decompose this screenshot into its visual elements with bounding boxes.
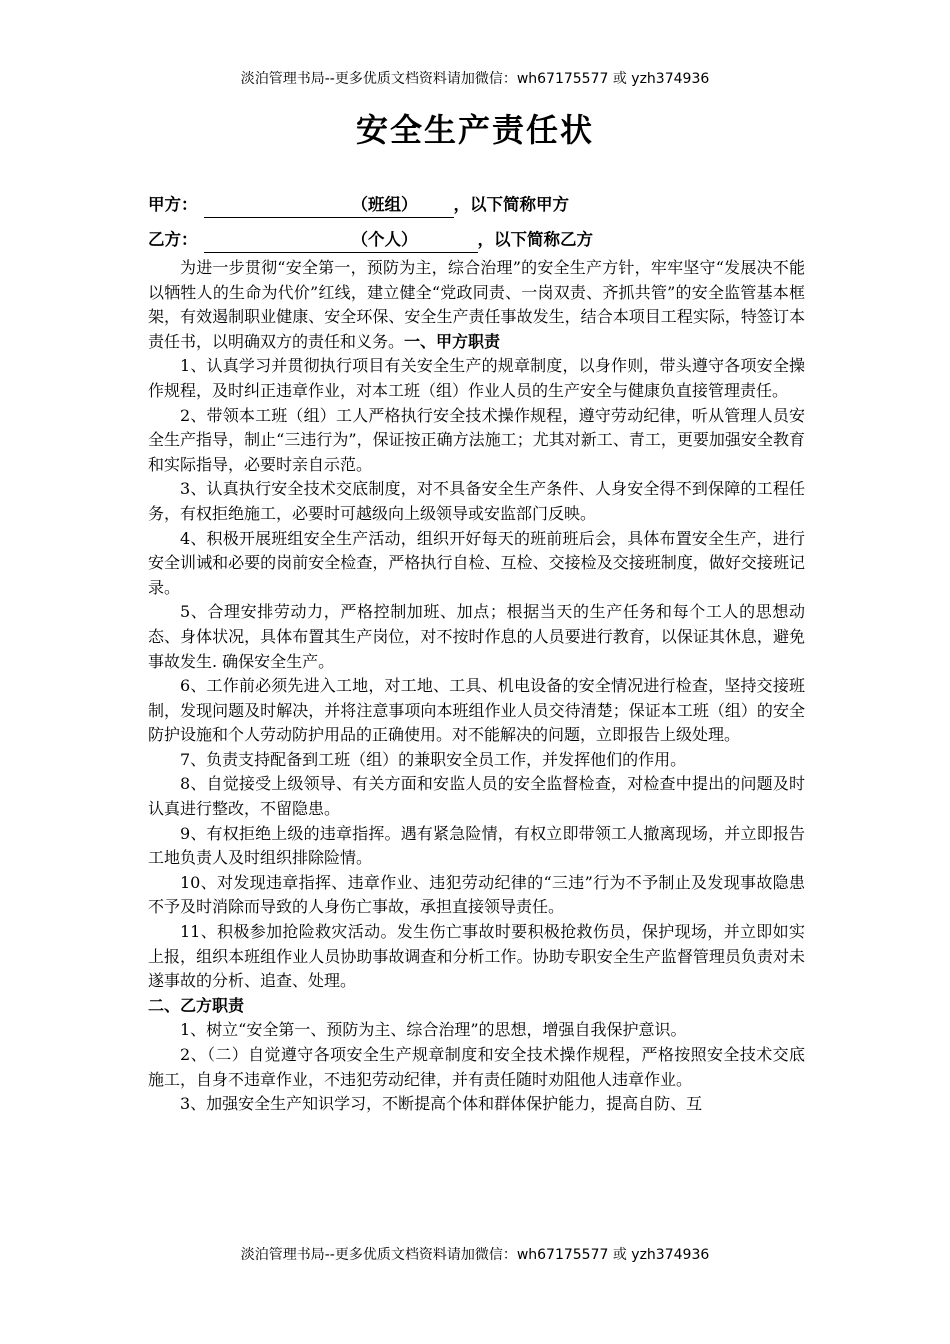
party-a-label: 甲方： bbox=[148, 195, 198, 214]
section-1-item: 6、工作前必须先进入工地，对工地、工具、机电设备的安全情况进行检查，坚持交接班制，发现问题及时解决，并将注意事项向本班组作业人员交待清楚；保证本工班（组）的安全防护设施和个人劳动防护用品的正确使用。对不能解决的问题，立即报告上级处理。 bbox=[148, 676, 805, 745]
section-1-item: 2、带领本工班（组）工人严格执行安全技术操作规程，遵守劳动纪律，听从管理人员安全生产指导，制止“三违行为”，保证按正确方法施工；尤其对新工、青工，更要加强安全教育和实际指导，必要时亲自示范。 bbox=[148, 405, 805, 474]
intro-paragraph bbox=[148, 256, 805, 354]
section-2-title: 二、乙方职责 bbox=[148, 995, 245, 1015]
party-a-blank-text: （班组） bbox=[351, 195, 418, 214]
party-b-label: 乙方： bbox=[148, 230, 198, 249]
section-2-item: 1、树立“安全第一、预防为主、综合治理”的思想，增强自我保护意识。 bbox=[180, 1020, 687, 1040]
section-1-item: 10、对发现违章指挥、违章作业、违犯劳动纪律的“三违”行为不予制止及发现事故隐患不予及时消除而导致的人身伤亡事故，承担直接领导责任。 bbox=[148, 872, 805, 917]
party-b-line bbox=[148, 228, 593, 253]
party-a-blank bbox=[204, 193, 454, 218]
page-footer: 淡泊管理书局--更多优质文档资料请加微信：wh67175577 或 yzh374936 bbox=[240, 1247, 710, 1263]
section-1-item: 7、负责支持配备到工班（组）的兼职安全员工作，并发挥他们的作用。 bbox=[180, 749, 687, 769]
party-a-suffix: ，以下简称甲方 bbox=[453, 195, 569, 214]
section-1-item: 4、积极开展班组安全生产活动，组织开好每天的班前班后会，具体布置安全生产，进行安全训诫和必要的岗前安全检查，严格执行自检、互检、交接检及交接班制度，做好交接班记录。 bbox=[148, 528, 805, 597]
party-a-line bbox=[148, 193, 569, 218]
party-b-blank bbox=[204, 228, 478, 253]
party-b-suffix: ，以下简称乙方 bbox=[477, 230, 593, 249]
party-b-blank-text: （个人） bbox=[351, 230, 418, 249]
section-1-item: 11、积极参加抢险救灾活动。发生伤亡事故时要积极抢救伤员，保护现场，并立即如实上报，组织本班组作业人员协助事故调查和分析工作。协助专职安全生产监督管理员负责对未遂事故的分析、追查、处理。 bbox=[148, 922, 805, 991]
section-1-title: 一、甲方职责 bbox=[404, 331, 501, 351]
section-1-item: 5、合理安排劳动力，严格控制加班、加点；根据当天的生产任务和每个工人的思想动态、身体状况，具体布置其生产岗位，对不按时作息的人员要进行教育，以保证其休息，避免事故发生. 确保安全生产。 bbox=[148, 602, 805, 671]
section-1-item: 1、认真学习并贯彻执行项目有关安全生产的规章制度，以身作则，带头遵守各项安全操作规程，及时纠正违章作业，对本工班（组）作业人员的生产安全与健康负直接管理责任。 bbox=[148, 356, 805, 400]
section-2-item: 3、加强安全生产知识学习，不断提高个体和群体保护能力，提高自防、互 bbox=[180, 1094, 703, 1114]
section-1-item: 8、自觉接受上级领导、有关方面和安监人员的安全监督检查，对检查中提出的问题及时认真进行整改，不留隐患。 bbox=[148, 774, 805, 819]
section-1-item: 9、有权拒绝上级的违章指挥。遇有紧急险情，有权立即带领工人撤离现场，并立即报告工地负责人及时组织排除险情。 bbox=[148, 823, 805, 868]
section-1-item: 3、认真执行安全技术交底制度，对不具备安全生产条件、人身安全得不到保障的工程任务，有权拒绝施工，必要时可越级向上级领导或安监部门反映。 bbox=[148, 479, 805, 523]
section-2-item: 2、（二）自觉遵守各项安全生产规章制度和安全技术操作规程，严格按照安全技术交底施工，自身不违章作业，不违犯劳动纪律，并有责任随时劝阻他人违章作业。 bbox=[148, 1045, 805, 1089]
intro-text: 为进一步贯彻“安全第一，预防为主，综合治理”的安全生产方针，牢牢坚守“发展决不能以牺牲人的生命为代价”红线，建立健全“党政同责、一岗双责、齐抓共管”的安全监管基本框架，有效遏制职业健康、安全环保、安全生产责任事故发生，结合本项目工程实际，特签订本责任书，以明确双方的责任和义务。 bbox=[148, 258, 805, 351]
document-body bbox=[148, 256, 805, 1117]
page-header: 淡泊管理书局--更多优质文档资料请加微信：wh67175577 或 yzh374936 bbox=[240, 71, 710, 87]
document-title: 安全生产责任状 bbox=[355, 111, 594, 149]
